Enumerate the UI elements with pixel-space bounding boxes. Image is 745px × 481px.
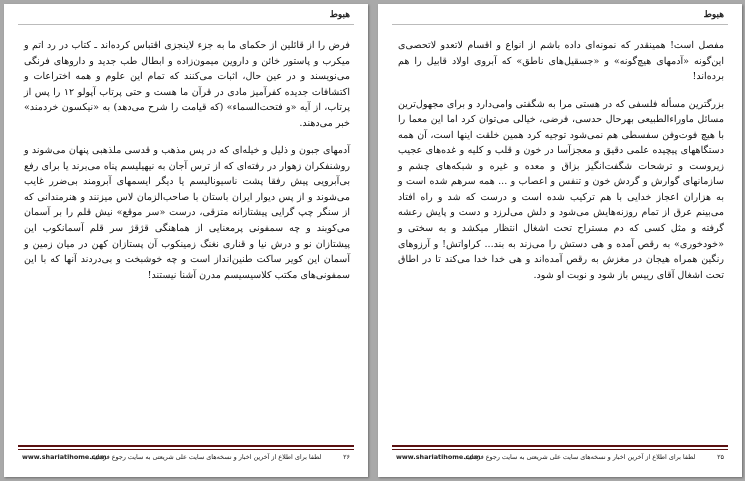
footer-website-link[interactable]: www.shariatihome.com xyxy=(22,453,107,461)
footer-note: لطفا برای اطلاع از آخرین اخبار و نسخه‌های سایت علی شریعتی به سایت رجوع فرمایید xyxy=(90,453,322,461)
footer-rule xyxy=(18,445,354,450)
left-page xyxy=(4,4,368,477)
running-header: هبوط xyxy=(329,10,350,20)
page-body xyxy=(24,38,350,295)
right-page xyxy=(378,4,742,477)
paragraph: آدمهای جبون و ذلیل و خیله‌ای که در پس مذهب و قدسی ملذهبی پنهان می‌شوند و روشنفکران زهوار در رفته‌ای که از ترس آجان به نیهیلیسم پناه می‌برند یا برای رفع بی‌آبرویی پیش رفقا پشت ناسیونالیسم یا دیگر ایسمهای آبرومند بی‌ضرر غایب می‌شوند و از پس دیوار ایران باستان با صاحب‌الزمان لاس میزنند و هنرمندانی که از سنگر چپ گرایی پیشتازانه متزقی، درست «سر موقع» نیش قلم را بر آسمان می‌کوبند و چه سمفونی پرمعنایی از هماهنگی قژقژ سر قلم آسمانکوب این پیشتازان نو و درش نیا و قناری نغنگ زمینکوب آن پستازان کهن در میان زمین و آسمان این کویر ساکت طنین‌انداز است و چه خوشبخت و بی‌دردند آنها که با این سمفونی‌های مکتب کلاسیسیسم مدرن آشنا نیستند! xyxy=(24,145,350,281)
header-rule xyxy=(18,24,354,25)
paragraph: بزرگترین مسأله فلسفی که در هستی مرا به شگفتی وامی‌دارد و برای مجهول‌ترین مسائل ماوراءالطبیعی بهرحال حدسی، فرضی، خیالی می‌توان کرد اما این معما را با هیچ فوت‌وفن سفسطی هم نمی‌شود توجیه کرد همین خلقت اینها است، آن همه دستگاههای پیچیده علمی دقیق و معجزآسا در خون و قلب و کلیه و غده‌های عجیب زیروست و ترشحات شگفت‌انگیز بزاق و معده و غیره و شبکه‌های چشم و سازمانهای گوارش و گردش خون و تنفس و اعصاب و ... همه سرهم شده است و به هزاران اعجاز خدایی با هم ترکیب شده است و درست که شد و راه افتاد می‌بینم عرق از تمام روزنه‌هایش می‌شود و دلش می‌لرزد و دست و پایش رعشه گرفته و مثل کسی که دم مستراح تحت اشغال انتظار میکشد و به سختی و «خودخوری» به رقص آمده و هی دستش را می‌زند به بند... کراواتش! و آرزوهای رنگین همراه هیجان در مغزش به رقص آمده‌اند و هی خدا خدا می‌کند تا در اطاق تحت اشغال آقای رییس باز شود و نوبت او شود. xyxy=(398,98,724,281)
page-body xyxy=(398,38,724,295)
paragraph: مفصل است! همینقدر که نمونه‌ای داده باشم از انواع و اقسام لاتعدو لاتحصی‌ی این‌گونه «آدمهای هیچ‌گونه» و «جسقیل‌های ناطق» که آبروی اولاد قابیل را هم برده‌اند! xyxy=(398,40,724,83)
page-footer xyxy=(396,453,724,465)
footer-note: لطفا برای اطلاع از آخرین اخبار و نسخه‌های سایت علی شریعتی به سایت رجوع فرمایید xyxy=(464,453,696,461)
header-rule xyxy=(392,24,728,25)
footer-rule xyxy=(392,445,728,450)
running-header: هبوط xyxy=(703,10,724,20)
page-footer xyxy=(22,453,350,465)
paragraph: فرض را از قائلین از حکمای ما به جزء لاینجزی اقتباس کرده‌اند ـ کتاب در رد اتم و میکرب و پاستور خائن و داروین میمون‌زاده و ابطال طب جدید و داروهای فرنگی می‌نویسند و در عین حال، اثبات می‌کنند که تمام این علوم و همه اختراعات و اکتشافات جدیده کفرآمیز مادی در قرآن ما هست و حتی پرتاب آپولو ۱۲ را پس از پرتاب، از آیه «و فتحت‌السماء» (که قیامت را شرح می‌دهد) به «نیکسون خردمند» خبر می‌دهند. xyxy=(24,40,350,129)
page-number: ۲۵ xyxy=(717,453,724,461)
footer-website-link[interactable]: www.shariatihome.com xyxy=(396,453,481,461)
page-number: ۲۶ xyxy=(343,453,350,461)
